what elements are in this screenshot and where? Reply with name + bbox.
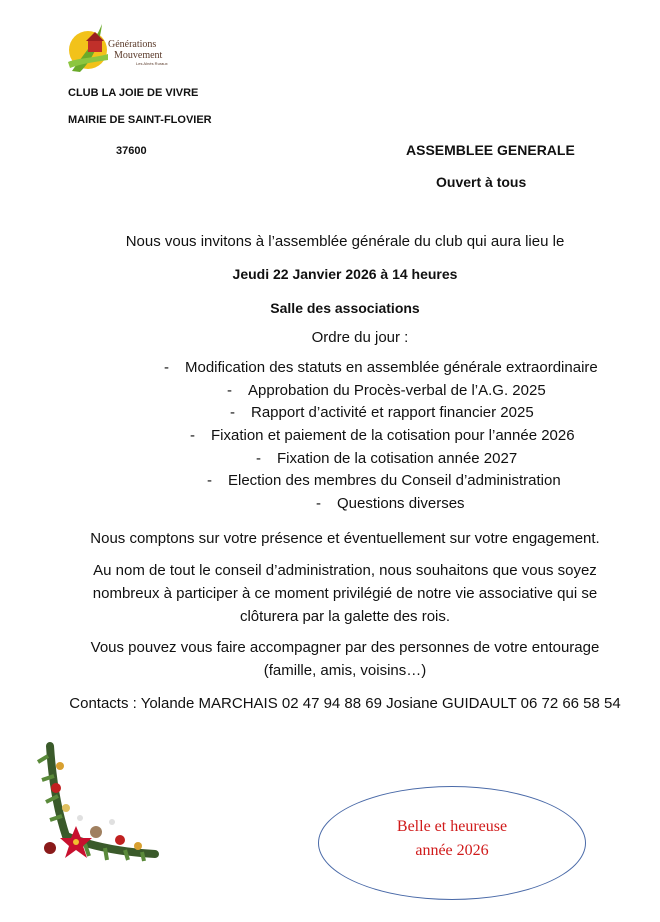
agenda-item-text: Election des membres du Conseil d’administration xyxy=(228,472,561,489)
logo-house-icon xyxy=(88,40,102,52)
mairie-name: MAIRIE DE SAINT-FLOVIER xyxy=(68,114,212,126)
agenda-item xyxy=(230,404,534,421)
club-name: CLUB LA JOIE DE VIVRE xyxy=(68,87,199,99)
agenda-dash: - xyxy=(190,427,195,444)
document-title: ASSEMBLEE GENERALE xyxy=(406,142,575,158)
logo-brand-line1: Générations xyxy=(108,39,157,50)
agenda-dash: - xyxy=(230,404,235,421)
logo-brand-line2: Mouvement xyxy=(114,50,163,61)
guests-line-1: Vous pouvez vous faire accompagner par des personnes de votre entourage xyxy=(90,639,600,656)
logo-tagline: Les Aînés Ruraux xyxy=(136,61,168,66)
guests-line-2: (famille, amis, voisins…) xyxy=(263,662,427,679)
agenda-item xyxy=(227,382,546,399)
agenda-item-text: Questions diverses xyxy=(337,495,465,512)
agenda-item-text: Fixation et paiement de la cotisation pour l’année 2026 xyxy=(211,427,575,444)
wish-line-1: Au nom de tout le conseil d’administration, nous souhaitons que vous soyez xyxy=(93,562,597,579)
wish-line-2: nombreux à participer à ce moment privilégié de notre vie associative qui se xyxy=(92,585,598,602)
agenda-dash: - xyxy=(164,359,169,376)
invitation-intro: Nous vous invitons à l’assemblée générale du club qui aura lieu le xyxy=(125,233,565,250)
agenda-dash: - xyxy=(227,382,232,399)
agenda-dash: - xyxy=(316,495,321,512)
greeting-line-2: année 2026 xyxy=(415,842,489,859)
christmas-corner-decoration-icon xyxy=(30,736,160,866)
agenda-item-text: Modification des statuts en assemblée générale extraordinaire xyxy=(185,359,598,376)
generations-mouvement-logo xyxy=(64,16,184,76)
agenda-item xyxy=(164,359,598,376)
agenda-item-text: Approbation du Procès-verbal de l’A.G. 2025 xyxy=(248,382,546,399)
wish-line-3: clôturera par la galette des rois. xyxy=(239,608,451,625)
agenda-item-text: Rapport d’activité et rapport financier 2025 xyxy=(251,404,534,421)
agenda-item xyxy=(316,495,465,512)
event-date: Jeudi 22 Janvier 2026 à 14 heures xyxy=(232,266,458,282)
postal-code: 37600 xyxy=(116,145,147,157)
agenda-title: Ordre du jour : xyxy=(311,329,409,346)
event-venue: Salle des associations xyxy=(270,300,420,316)
contacts: Contacts : Yolande MARCHAIS 02 47 94 88 69 Josiane GUIDAULT 06 72 66 58 54 xyxy=(69,695,621,712)
agenda-dash: - xyxy=(256,450,261,467)
agenda-item-text: Fixation de la cotisation année 2027 xyxy=(277,450,518,467)
agenda-item xyxy=(190,427,575,444)
greeting-oval xyxy=(318,786,586,900)
greeting-line-1: Belle et heureuse xyxy=(396,818,508,835)
agenda-item xyxy=(207,472,561,489)
agenda-dash: - xyxy=(207,472,212,489)
document-subtitle: Ouvert à tous xyxy=(436,174,527,190)
agenda-item xyxy=(256,450,517,467)
presence-message: Nous comptons sur votre présence et éventuellement sur votre engagement. xyxy=(90,530,600,547)
